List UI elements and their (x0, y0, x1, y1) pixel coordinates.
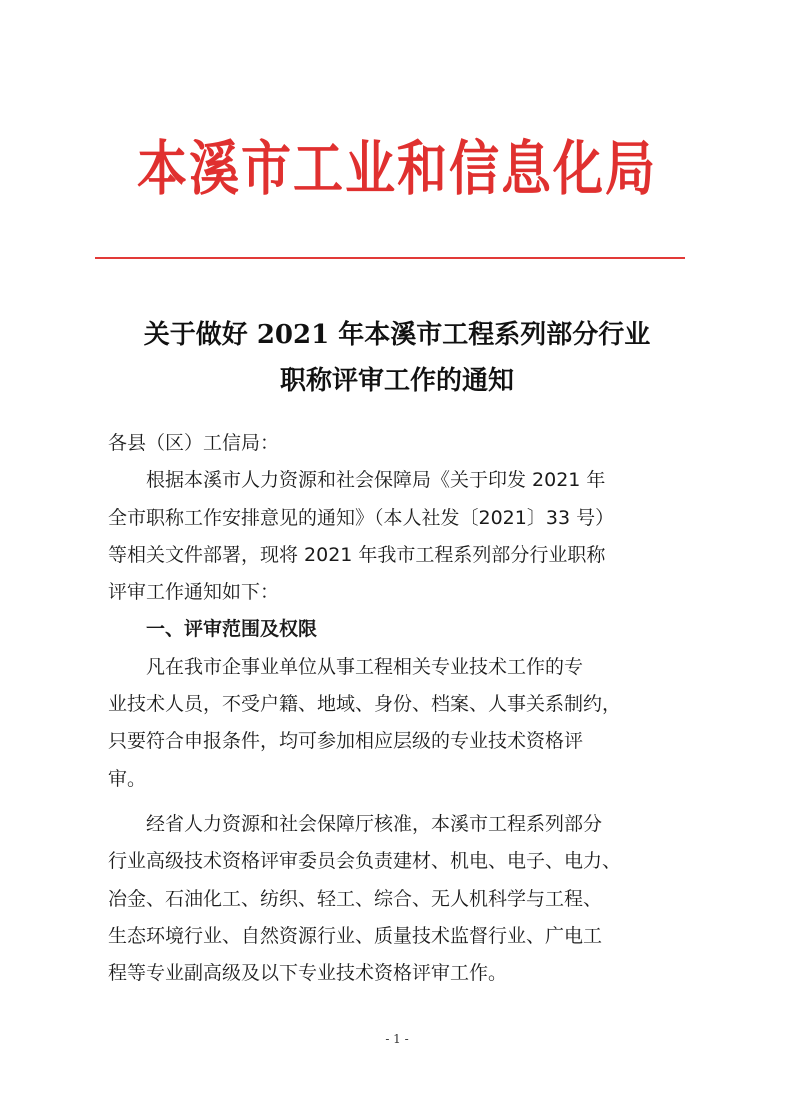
document-body (108, 425, 688, 992)
paragraph-1-line-1: 凡在我市企事业单位从事工程相关专业技术工作的专 (146, 655, 584, 678)
paragraph-2-line-4: 生态环境行业、自然资源行业、质量技术监督行业、广电工 (108, 924, 603, 947)
paragraph-2-line-5: 程等专业副高级及以下专业技术资格评审工作。 (108, 962, 508, 985)
paragraph-2 (108, 806, 688, 992)
intro-line-1: 根据本溪市人力资源和社会保障局《关于印发 2021 年 (146, 469, 606, 492)
document-title-line-2: 职称评审工作的通知 (279, 366, 514, 396)
salutation (108, 425, 688, 462)
intro-paragraph (108, 462, 688, 611)
section-heading (108, 611, 688, 648)
paragraph-2-line-1: 经省人力资源和社会保障厅核准，本溪市工程系列部分 (146, 812, 603, 835)
agency-letterhead-title: 本溪市工业和信息化局 (137, 134, 657, 204)
page-number: - 1 - (385, 1032, 409, 1046)
salutation-line: 各县（区）工信局： (108, 432, 280, 454)
intro-line-3: 等相关文件部署，现将 2021 年我市工程系列部分行业职称 (108, 543, 606, 566)
paragraph-1-line-3: 只要符合申报条件，均可参加相应层级的专业技术资格评 (108, 730, 584, 753)
letterhead-divider (95, 257, 685, 259)
paragraph-1-line-4: 审。 (108, 767, 147, 790)
document-title-line-1: 关于做好 2021 年本溪市工程系列部分行业 (143, 320, 651, 350)
intro-line-4: 评审工作通知如下： (108, 581, 280, 604)
paragraph-2-line-3: 冶金、石油化工、纺织、轻工、综合、无人机科学与工程、 (108, 887, 603, 910)
paragraph-1-line-2: 业技术人员，不受户籍、地域、身份、档案、人事关系制约， (108, 693, 622, 716)
paragraph-2-line-2: 行业高级技术资格评审委员会负责建材、机电、电子、电力、 (108, 850, 622, 873)
section-heading-text: 一、评审范围及权限 (146, 618, 318, 641)
document-title (60, 312, 734, 404)
intro-line-2: 全市职称工作安排意见的通知》（本人社发〔2021〕33 号） (108, 506, 615, 529)
paragraph-1 (108, 649, 688, 798)
